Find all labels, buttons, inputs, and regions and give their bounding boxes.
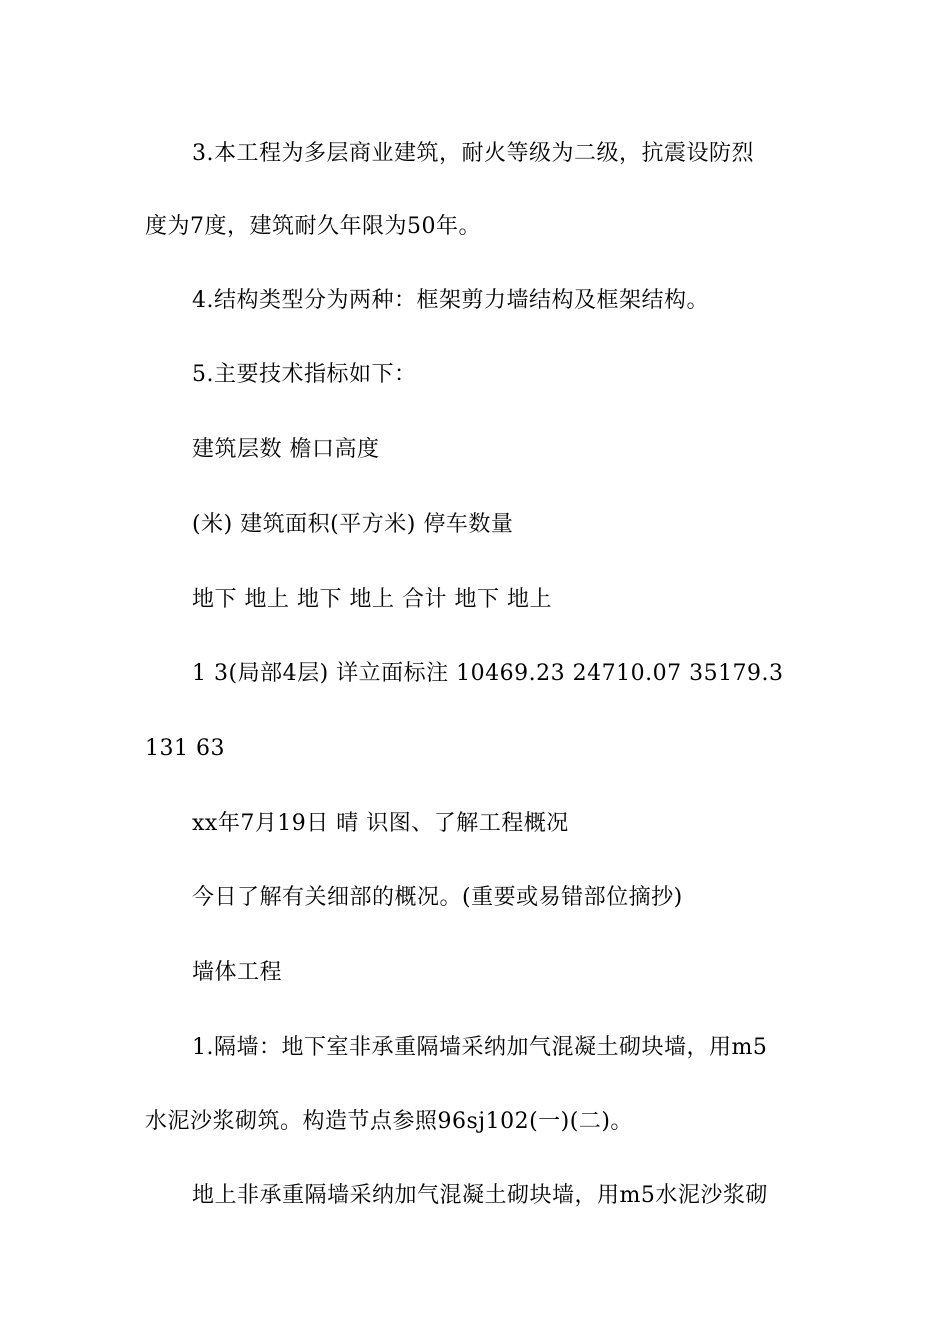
table-header-line: 地下 地上 地下 地上 合计 地下 地上 bbox=[192, 587, 552, 612]
paragraph-line: 水泥沙浆砌筑。构造节点参照96sj102(一)(二)。 bbox=[145, 1109, 633, 1134]
paragraph-line: 5.主要技术指标如下： bbox=[192, 362, 417, 387]
table-header-line: (米) 建筑面积(平方米) 停车数量 bbox=[192, 512, 514, 537]
paragraph-line: 地上非承重隔墙采纳加气混凝土砌块墙，用m5水泥沙浆砌 bbox=[192, 1183, 768, 1208]
diary-date-line: xx年7月19日 晴 识图、了解工程概况 bbox=[192, 811, 569, 836]
table-data-line: 131 63 bbox=[145, 736, 225, 761]
paragraph-line: 4.结构类型分为两种：框架剪力墙结构及框架结构。 bbox=[192, 288, 709, 313]
paragraph-line: 度为7度，建筑耐久年限为50年。 bbox=[145, 214, 481, 239]
paragraph-line: 1.隔墙：地下室非承重隔墙采纳加气混凝土砌块墙，用m5 bbox=[192, 1035, 768, 1060]
paragraph-line: 今日了解有关细部的概况。(重要或易错部位摘抄) bbox=[192, 885, 683, 910]
section-heading: 墙体工程 bbox=[192, 960, 283, 985]
table-data-line: 1 3(局部4层) 详立面标注 10469.23 24710.07 35179.3 bbox=[192, 661, 784, 686]
paragraph-line: 3.本工程为多层商业建筑，耐火等级为二级，抗震设防烈 bbox=[192, 141, 754, 166]
table-header-line: 建筑层数 檐口高度 bbox=[192, 437, 380, 462]
